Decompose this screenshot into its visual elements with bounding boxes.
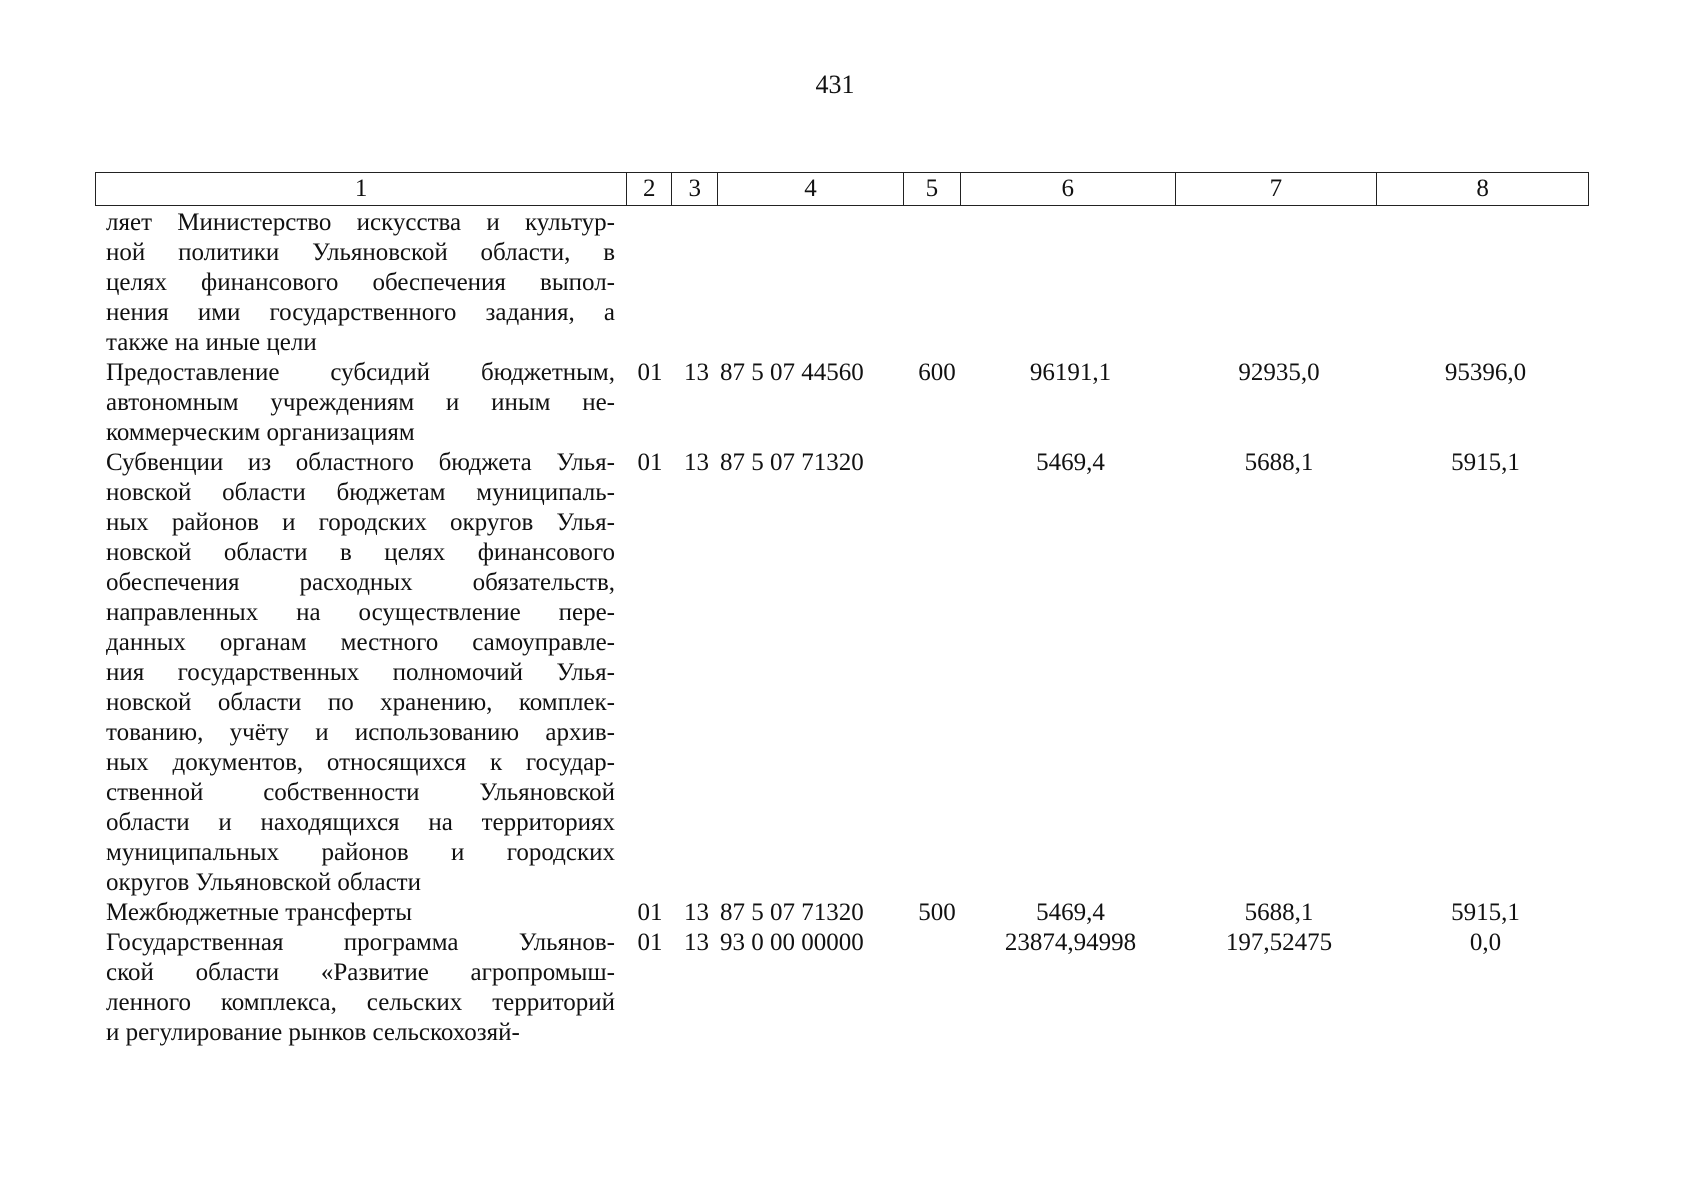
table-header-cell: 4 bbox=[718, 173, 904, 205]
description-line: ской области «Развитие агропромыш- bbox=[106, 959, 615, 986]
table-body bbox=[0, 208, 1698, 1048]
description-line: обеспечения расходных обязательств, bbox=[106, 569, 615, 596]
description-line: ляет Министерство искусства и культур- bbox=[106, 209, 615, 236]
table-header-cell: 3 bbox=[672, 173, 718, 205]
description-line: Государственная программа Ульянов- bbox=[106, 929, 615, 956]
description-line: коммерческим организациям bbox=[106, 419, 415, 446]
row-description bbox=[106, 358, 615, 448]
expense-type-code: 500 bbox=[918, 899, 956, 926]
description-line: ных районов и городских округов Улья- bbox=[106, 509, 615, 536]
table-header-cell: 2 bbox=[627, 173, 672, 205]
description-line: нения ими государственного задания, а bbox=[106, 299, 615, 326]
description-line: новской области в целях финансового bbox=[106, 539, 615, 566]
description-line: ния государственных полномочий Улья- bbox=[106, 659, 615, 686]
section-code: 01 bbox=[637, 359, 663, 386]
amount-year-3: 5915,1 bbox=[1451, 449, 1520, 476]
description-line: Субвенции из областного бюджета Улья- bbox=[106, 449, 615, 476]
row-description bbox=[106, 898, 615, 928]
section-code: 01 bbox=[637, 899, 663, 926]
table-row bbox=[0, 928, 1698, 1048]
amount-year-1: 96191,1 bbox=[1029, 359, 1112, 386]
page-number: 431 bbox=[815, 70, 855, 99]
description-line: и регулирование рынков сельскохозяй- bbox=[106, 1019, 520, 1046]
table-header-cell: 5 bbox=[904, 173, 961, 205]
target-article-code: 87 5 07 71320 bbox=[720, 899, 864, 926]
amount-year-2: 197,52475 bbox=[1225, 929, 1333, 956]
description-line: новской области бюджетам муниципаль- bbox=[106, 479, 615, 506]
amount-year-3: 95396,0 bbox=[1444, 359, 1527, 386]
section-code: 01 bbox=[637, 929, 663, 956]
description-line: округов Ульяновской области bbox=[106, 869, 421, 896]
amount-year-1: 5469,4 bbox=[1036, 449, 1105, 476]
description-line: области и находящихся на территориях bbox=[106, 809, 615, 836]
table-row bbox=[0, 898, 1698, 928]
amount-year-2: 5688,1 bbox=[1244, 449, 1314, 476]
description-line: ленного комплекса, сельских территорий bbox=[106, 989, 615, 1016]
amount-year-2: 92935,0 bbox=[1238, 359, 1320, 386]
target-article-code: 87 5 07 71320 bbox=[720, 449, 864, 476]
table-row bbox=[0, 358, 1698, 448]
description-line: направленных на осуществление пере- bbox=[106, 599, 615, 626]
table-row bbox=[0, 448, 1698, 898]
description-line: данных органам местного самоуправле- bbox=[106, 629, 615, 656]
amount-year-3: 5915,1 bbox=[1451, 899, 1520, 926]
table-header-row bbox=[95, 172, 1589, 206]
target-article-code: 87 5 07 44560 bbox=[720, 359, 864, 386]
amount-year-1: 23874,94998 bbox=[1004, 929, 1137, 956]
description-line: Предоставление субсидий бюджетным, bbox=[106, 359, 615, 386]
target-article-code: 93 0 00 00000 bbox=[720, 929, 864, 956]
description-line: ной политики Ульяновской области, в bbox=[106, 239, 615, 266]
expense-type-code: 600 bbox=[918, 359, 956, 386]
description-line: новской области по хранению, комплек- bbox=[106, 689, 615, 716]
row-description bbox=[106, 928, 615, 1048]
description-line: Межбюджетные трансферты bbox=[106, 899, 413, 926]
subsection-code: 13 bbox=[684, 359, 709, 386]
subsection-code: 13 bbox=[684, 929, 709, 956]
table-header-cell: 1 bbox=[96, 173, 627, 205]
description-line: также на иные цели bbox=[106, 329, 317, 356]
row-description bbox=[106, 448, 615, 898]
row-description bbox=[106, 208, 615, 358]
table-row bbox=[0, 208, 1698, 358]
table-header-cell: 8 bbox=[1476, 175, 1489, 202]
amount-year-1: 5469,4 bbox=[1036, 899, 1105, 926]
amount-year-3: 0,0 bbox=[1469, 929, 1502, 956]
amount-year-2: 5688,1 bbox=[1244, 899, 1314, 926]
description-line: ственной собственности Ульяновской bbox=[106, 779, 615, 806]
description-line: целях финансового обеспечения выпол- bbox=[106, 269, 615, 296]
description-line: ных документов, относящихся к государ- bbox=[106, 749, 615, 776]
description-line: тованию, учёту и использованию архив- bbox=[106, 719, 615, 746]
subsection-code: 13 bbox=[684, 899, 709, 926]
subsection-code: 13 bbox=[684, 449, 709, 476]
table-header-cell: 7 bbox=[1176, 173, 1378, 205]
table-header-cell: 6 bbox=[961, 173, 1176, 205]
section-code: 01 bbox=[637, 449, 663, 476]
description-line: автономным учреждениям и иным не- bbox=[106, 389, 615, 416]
description-line: муниципальных районов и городских bbox=[106, 839, 615, 866]
